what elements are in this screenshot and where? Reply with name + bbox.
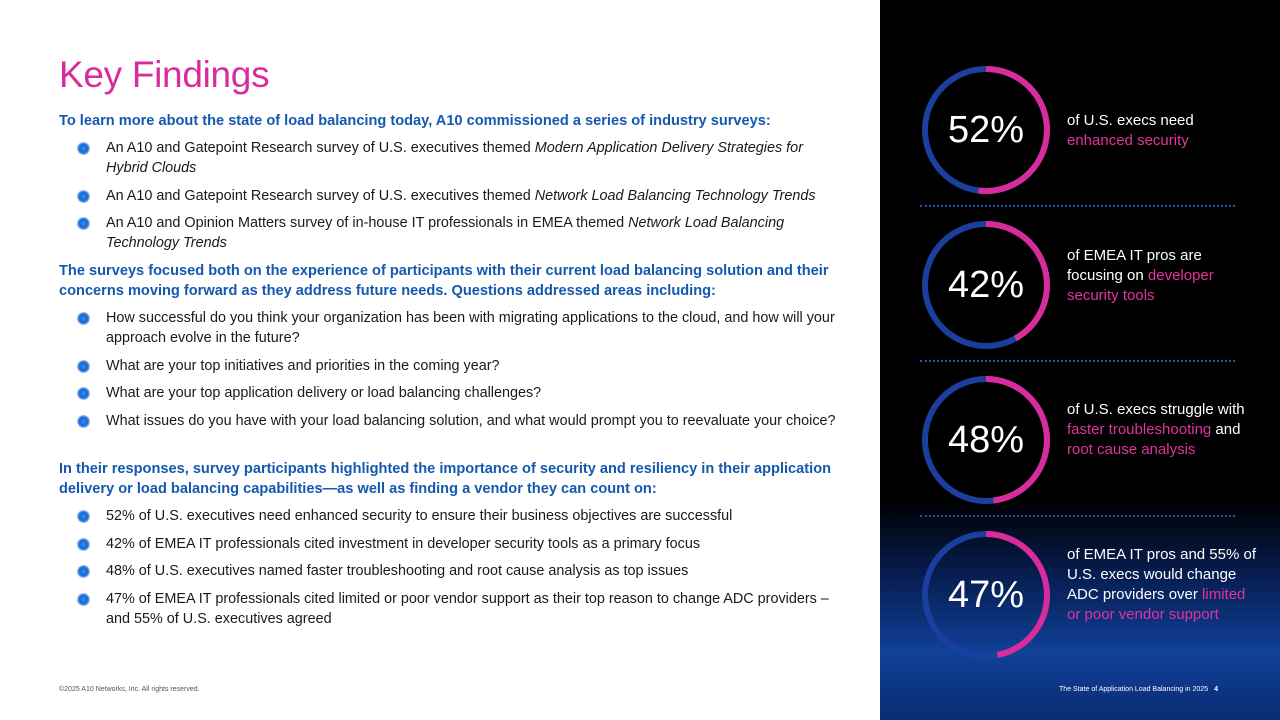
stat-description bbox=[1067, 111, 1257, 151]
bullet-icon bbox=[77, 565, 90, 578]
stat-text: of U.S. execs need bbox=[1067, 112, 1194, 129]
bullet-icon bbox=[77, 190, 90, 203]
bullet-icon bbox=[77, 593, 90, 606]
survey-item bbox=[59, 138, 839, 178]
dotted-divider bbox=[920, 515, 1235, 517]
findings-list bbox=[59, 506, 839, 636]
page-number: 4 bbox=[1214, 686, 1218, 693]
bullet-icon bbox=[77, 538, 90, 551]
list-item-text: An A10 and Gatepoint Research survey of U.S. executives themed bbox=[106, 187, 535, 204]
stat-percentage: 52% bbox=[947, 109, 1025, 151]
finding-item bbox=[59, 506, 839, 526]
stat-highlight: enhanced security bbox=[1067, 132, 1189, 149]
stat-highlight: developer security tools bbox=[1067, 267, 1214, 304]
list-item-text: 47% of EMEA IT professionals cited limited or poor vendor support as their top reason to change ADC providers – and 55% of U.S. executives agreed bbox=[106, 590, 829, 627]
bullet-icon bbox=[77, 415, 90, 428]
stat-description bbox=[1067, 545, 1257, 625]
dotted-divider bbox=[920, 360, 1235, 362]
list-item-text: An A10 and Opinion Matters survey of in-house IT professionals in EMEA themed bbox=[106, 215, 629, 231]
stat-highlight: root cause analysis bbox=[1067, 441, 1196, 458]
survey-theme: Network Load Balancing Technology Trends bbox=[106, 215, 785, 251]
report-title: The State of Application Load Balancing in 2025 bbox=[1059, 686, 1209, 693]
stat-text: of EMEA IT pros are focusing on bbox=[1067, 247, 1202, 284]
list-item-text: What are your top initiatives and priorities in the coming year? bbox=[106, 357, 500, 374]
bullet-icon bbox=[77, 217, 90, 230]
page-title: Key Findings bbox=[59, 54, 270, 95]
survey-item bbox=[59, 213, 839, 253]
stat-description bbox=[1067, 400, 1257, 460]
list-item-text: 42% of EMEA IT professionals cited investment in developer security tools as a primary focus bbox=[106, 535, 701, 552]
question-item bbox=[59, 411, 839, 431]
list-item-text: How successful do you think your organization has been with migrating applications to the cloud, and how will your approach evolve in the future? bbox=[106, 310, 835, 346]
survey-item bbox=[59, 186, 839, 206]
stat-text: of EMEA IT pros and 55% of U.S. execs would change ADC providers over bbox=[1067, 546, 1256, 603]
footer-report-title bbox=[1059, 686, 1218, 693]
stat-percentage: 48% bbox=[947, 419, 1025, 461]
bullet-icon bbox=[77, 312, 90, 325]
list-item-text: 48% of U.S. executives named faster troubleshooting and root cause analysis as top issues bbox=[106, 563, 689, 579]
list-item-text: An A10 and Gatepoint Research survey of U.S. executives themed bbox=[106, 140, 535, 156]
list-item-text: What issues do you have with your load balancing solution, and what would prompt you to reevaluate your choice? bbox=[106, 412, 836, 429]
question-item bbox=[59, 383, 839, 403]
stat-highlight: faster troubleshooting bbox=[1067, 421, 1212, 438]
stat-description bbox=[1067, 246, 1257, 306]
bullet-icon bbox=[77, 387, 90, 400]
list-item-text: What are your top application delivery or load balancing challenges? bbox=[106, 385, 542, 401]
bullet-icon bbox=[77, 510, 90, 523]
stat-percentage: 42% bbox=[947, 264, 1025, 306]
dotted-divider bbox=[920, 205, 1235, 207]
survey-theme: Modern Application Delivery Strategies for Hybrid Clouds bbox=[106, 140, 803, 176]
finding-item bbox=[59, 534, 839, 554]
list-item-text: 52% of U.S. executives need enhanced security to ensure their business objectives are successful bbox=[106, 508, 733, 524]
copyright: ©2025 A10 Networks, Inc. All rights reserved. bbox=[59, 686, 200, 693]
stat-highlight: limited or poor vendor support bbox=[1067, 586, 1246, 623]
finding-item bbox=[59, 589, 839, 629]
intro-surveys: To learn more about the state of load balancing today, A10 commissioned a series of industry surveys: bbox=[59, 113, 771, 129]
stat-text: of U.S. execs struggle with bbox=[1067, 401, 1245, 418]
bullet-icon bbox=[77, 360, 90, 373]
stats-panel bbox=[880, 0, 1280, 720]
stat-percentage: 47% bbox=[947, 574, 1025, 616]
survey-theme: Network Load Balancing Technology Trends bbox=[534, 187, 816, 204]
bullet-icon bbox=[77, 142, 90, 155]
question-item bbox=[59, 356, 839, 376]
intro-findings: In their responses, survey participants highlighted the importance of security and resiliency in their application delivery or load balancing capabilities—as well as finding a vendor they can count on: bbox=[59, 461, 832, 497]
intro-questions: The surveys focused both on the experience of participants with their current load balancing solution and their concerns moving forward as they address future needs. Questions addressed areas including: bbox=[59, 263, 829, 299]
question-item bbox=[59, 308, 839, 348]
finding-item bbox=[59, 561, 839, 581]
question-list bbox=[59, 308, 839, 438]
stat-text: and bbox=[1211, 421, 1241, 438]
survey-list bbox=[59, 138, 839, 261]
